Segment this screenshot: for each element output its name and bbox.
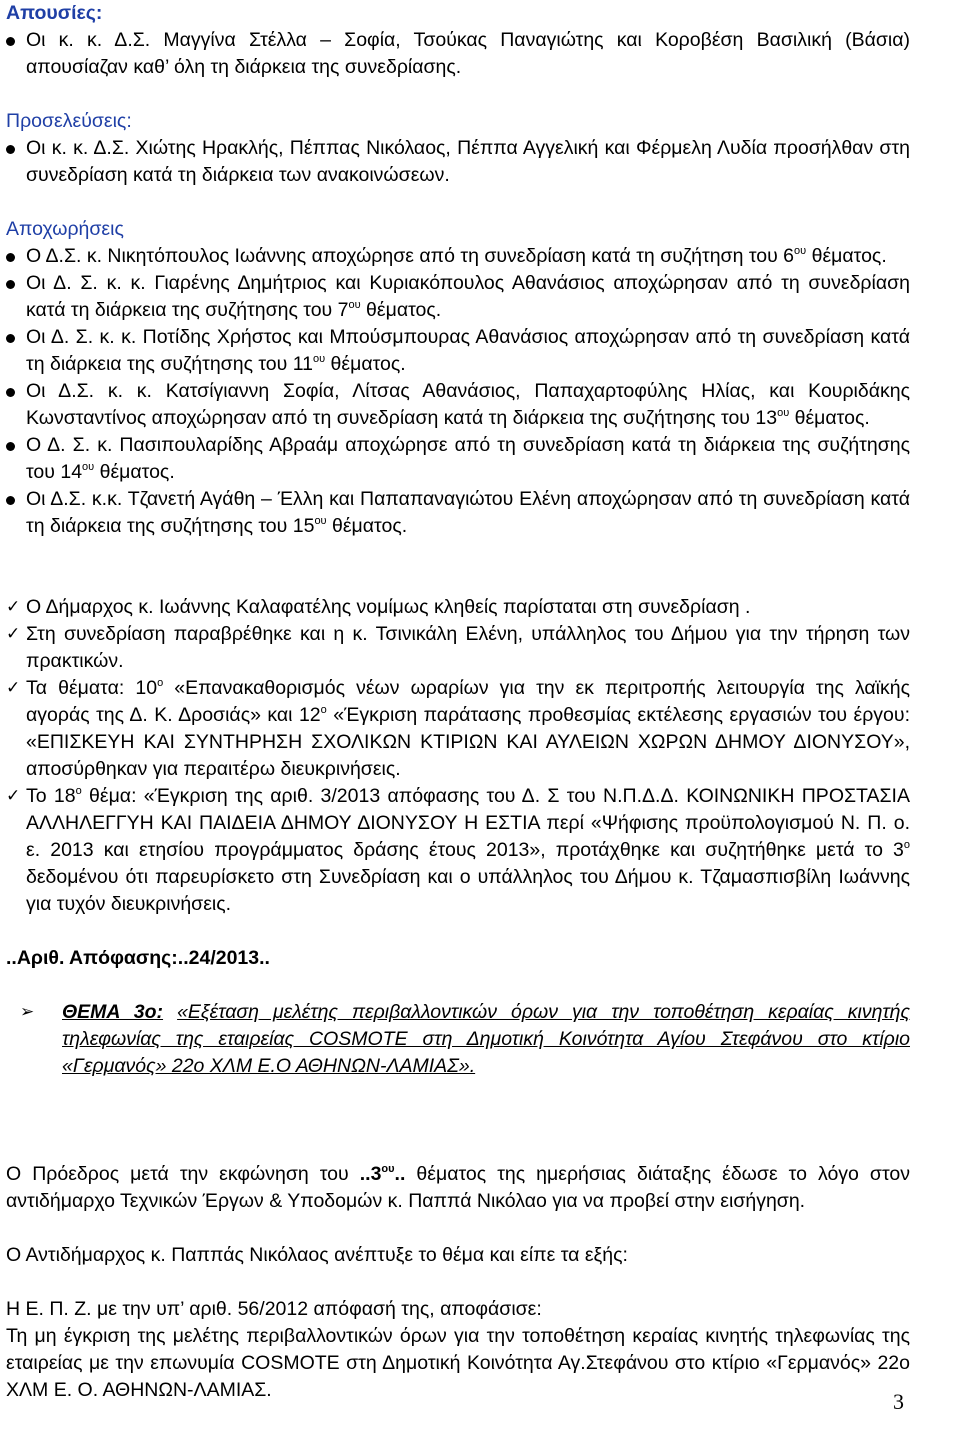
paragraph: Η Ε. Π. Ζ. με την υπ’ αριθ. 56/2012 απόφασή της, αποφάσισε: (6, 1298, 542, 1320)
list-item-text-end: θέματος. (94, 461, 175, 483)
list-item-text: Οι κ. κ. Δ.Σ. Μαγγίνα Στέλλα – Σοφία, Τσούκας Παναγιώτης και Κοροβέση Βασιλική (Βάσια) απουσίαζαν καθ’ όλη τη διάρκεια της συνεδρίασης. (26, 29, 910, 78)
superscript: ου (314, 515, 327, 527)
document-page (6, 0, 910, 1404)
list-item (6, 675, 910, 783)
list-item-text: Οι Δ.Σ. κ. κ. Κατσίγιαννη Σοφία, Λίτσας Αθανάσιος, Παπαχαρτοφύλης Ηλίας, και Κουριδάκης Κωνσταντίνος αποχώρησαν από τη συνεδρίαση κατά τη διάρκεια της συζήτησης του 13 (26, 380, 910, 429)
check-icon: ✓ (6, 624, 21, 644)
list-item-text-end: θέματος. (789, 407, 870, 429)
bullet-icon (6, 388, 15, 397)
list-item-text: Οι Δ. Σ. κ. κ. Ποτίδης Χρήστος και Μπούσμπουρας Αθανάσιος αποχώρησαν από τη συνεδρίαση κατά τη διάρκεια της συζήτησης του 11 (26, 326, 910, 375)
list-item-text: Ο Δήμαρχος κ. Ιωάννης Καλαφατέλης νομίμως κληθείς παρίσταται στη συνεδρίαση . (26, 596, 751, 618)
paragraph: Τη μη έγκριση της μελέτης περιβαλλοντικών όρων για την τοποθέτηση κεραίας κινητής τηλεφωνίας της εταιρείας με την επωνυμία COSMOTE στη Δημοτική Κοινότητα Αγ.Στεφάνου στο κτίριο «Γερμανός» 22ο ΧΛΜ Ε. Ο. ΑΘΗΝΩΝ-ΛΑΜΙΑΣ. (6, 1325, 910, 1401)
paragraph-bold: ..3 (359, 1163, 382, 1185)
list-item-text: Ο Δ.Σ. κ. Νικητόπουλος Ιωάννης αποχώρησε από τη συνεδρίαση κατά τη συζήτηση του 6 (26, 245, 795, 267)
notes-list (6, 594, 910, 918)
superscript: ου (794, 245, 807, 257)
list-item-text: Οι κ. κ. Δ.Σ. Χιώτης Ηρακλής, Πέππας Νικόλαος, Πέππα Αγγελική και Φέρμελη Λυδία προσήλθαν στη συνεδρίαση κατά τη διάρκεια των ανακοινώσεων. (26, 137, 910, 186)
bullet-icon (6, 37, 15, 46)
list-item-text: δεδομένου ότι παρευρίσκετο στη Συνεδρίαση και ο υπάλληλος του Δήμου κ. Τζαμασπισβίλη Ιωάννης για τυχόν διευκρινήσεις. (26, 866, 910, 915)
paragraph: Ο Αντιδήμαρχος κ. Παππάς Νικόλαος ανέπτυξε το θέμα και είπε τα εξής: (6, 1244, 628, 1266)
bullet-icon (6, 145, 15, 154)
paragraph (6, 1161, 910, 1215)
list-item-text: θέμα: «Έγκριση της αριθ. 3/2013 απόφασης του Δ. Σ του Ν.Π.Δ.Δ. ΚΟΙΝΩΝΙΚΗ ΠΡΟΣΤΑΣΙΑ ΑΛΛΗΛΕΓΓΥΗ ΚΑΙ ΠΑΙΔΕΙΑ ΔΗΜΟΥ ΔΙΟΝΥΣΟΥ Η ΕΣΤΙΑ περί «Ψήφισης προϋπολογισμού Ν. Π. ο. ε. 2013 και ετησίου προγράμματος δράσης έτους 2013», προτάχθηκε και συζητήθηκε μετά το 3 (26, 785, 910, 861)
bullet-icon (6, 442, 15, 451)
list-item (6, 270, 910, 324)
list-item-text: «Επανακαθορισμός νέων ωραρίων για την εκ περιτροπής λειτουργία της λαϊκής αγοράς της Δ. Κ. Δροσιάς» και 12 (26, 677, 911, 726)
paragraph-text: Ο Πρόεδρος μετά την εκφώνηση του (6, 1163, 360, 1185)
list-item (6, 135, 910, 189)
departures-heading: Αποχωρήσεις (6, 218, 124, 240)
superscript: ου (82, 461, 95, 473)
departures-list (6, 243, 910, 540)
list-item (6, 621, 910, 675)
subject-text: «Εξέταση μελέτης περιβαλλοντικών όρων για την τοποθέτηση κεραίας κινητής τηλεφωνίας της εταιρείας COSMOTE στη Δημοτική Κοινότητα Αγίου Στεφάνου στο κτίριο «Γερμανός» 22ο ΧΛΜ Ε.Ο ΑΘΗΝΩΝ-ΛΑΜΙΑΣ». (62, 1001, 910, 1077)
list-item-text-end: θέματος. (360, 299, 442, 321)
superscript: ο (903, 839, 910, 851)
bullet-icon (6, 496, 15, 505)
list-item (6, 783, 910, 918)
superscript: ου (777, 407, 790, 419)
list-item-text: «Έγκριση παράτασης προθεσμίας εκτέλεσης εργασιών του έργου: «ΕΠΙΣΚΕΥΗ ΚΑΙ ΣΥΝΤΗΡΗΣΗ ΣΧΟΛΙΚΩΝ ΚΤΙΡΙΩΝ ΚΑΙ ΑΥΛΕΙΩΝ ΧΩΡΩΝ ΔΗΜΟΥ ΔΙΟΝΥΣΟΥ», αποσύρθηκαν για περαιτέρω διευκρινήσεις. (26, 704, 910, 780)
arrow-icon: ➢ (20, 1002, 35, 1022)
bullet-icon (6, 253, 15, 262)
check-icon: ✓ (6, 597, 21, 617)
bullet-icon (6, 334, 15, 343)
superscript: ο (157, 677, 164, 689)
superscript: ου (312, 353, 326, 365)
subject-label: ΘΕΜΑ 3ο: (62, 1001, 164, 1023)
list-item (6, 378, 910, 432)
list-item-text-end: θέματος. (325, 353, 406, 375)
bullet-icon (6, 280, 15, 289)
superscript: ο (320, 704, 327, 716)
list-item (6, 594, 910, 621)
superscript: ου (381, 1163, 395, 1175)
page-number: 3 (893, 1389, 904, 1414)
check-icon: ✓ (6, 786, 21, 806)
list-item-text: Το 18 (26, 785, 76, 807)
list-item (6, 486, 910, 540)
list-item-text: Στη συνεδρίαση παραβρέθηκε και η κ. Τσινικάλη Ελένη, υπάλληλος του Δήμου για την τήρηση των πρακτικών. (26, 623, 910, 672)
arrivals-heading: Προσελεύσεις: (6, 110, 132, 132)
subject-block (6, 999, 910, 1080)
list-item (6, 243, 910, 270)
superscript: ου (348, 299, 361, 311)
paragraph-bold: .. (394, 1163, 406, 1185)
absences-heading: Απουσίες: (6, 2, 103, 24)
list-item (6, 27, 910, 81)
list-item-text: Τα θέματα: 10 (26, 677, 158, 699)
decision-number: ..Αριθ. Απόφασης:..24/2013.. (6, 947, 270, 969)
paragraph-text: θέματος της ημερήσιας διάταξης έδωσε το λόγο στον αντιδήμαρχο Τεχνικών Έργων & Υποδομών κ. Παππά Νικόλαο για να προβεί στην εισήγηση. (6, 1163, 910, 1212)
list-item (6, 432, 910, 486)
list-item (6, 324, 910, 378)
list-item-text: Οι Δ. Σ. κ. κ. Γιαρένης Δημήτριος και Κυριακόπουλος Αθανάσιος αποχώρησαν από τη συνεδρίαση κατά τη διάρκεια της συζήτησης του 7 (26, 272, 910, 321)
list-item-text-end: θέματος. (326, 515, 408, 537)
list-item-text-end: θέματος. (806, 245, 887, 267)
superscript: ο (75, 785, 82, 797)
check-icon: ✓ (6, 678, 21, 698)
absences-list (6, 27, 910, 81)
list-item-text: Ο Δ. Σ. κ. Πασιπουλαρίδης Αβραάμ αποχώρησε από τη συνεδρίαση κατά τη διάρκεια της συζήτησης του 14 (26, 434, 910, 483)
list-item-text: Οι Δ.Σ. κ.κ. Τζανετή Αγάθη – Έλλη και Παπαπαναγιώτου Ελένη αποχώρησαν από τη συνεδρίαση κατά τη διάρκεια της συζήτησης του 15 (26, 488, 910, 537)
arrivals-list (6, 135, 910, 189)
